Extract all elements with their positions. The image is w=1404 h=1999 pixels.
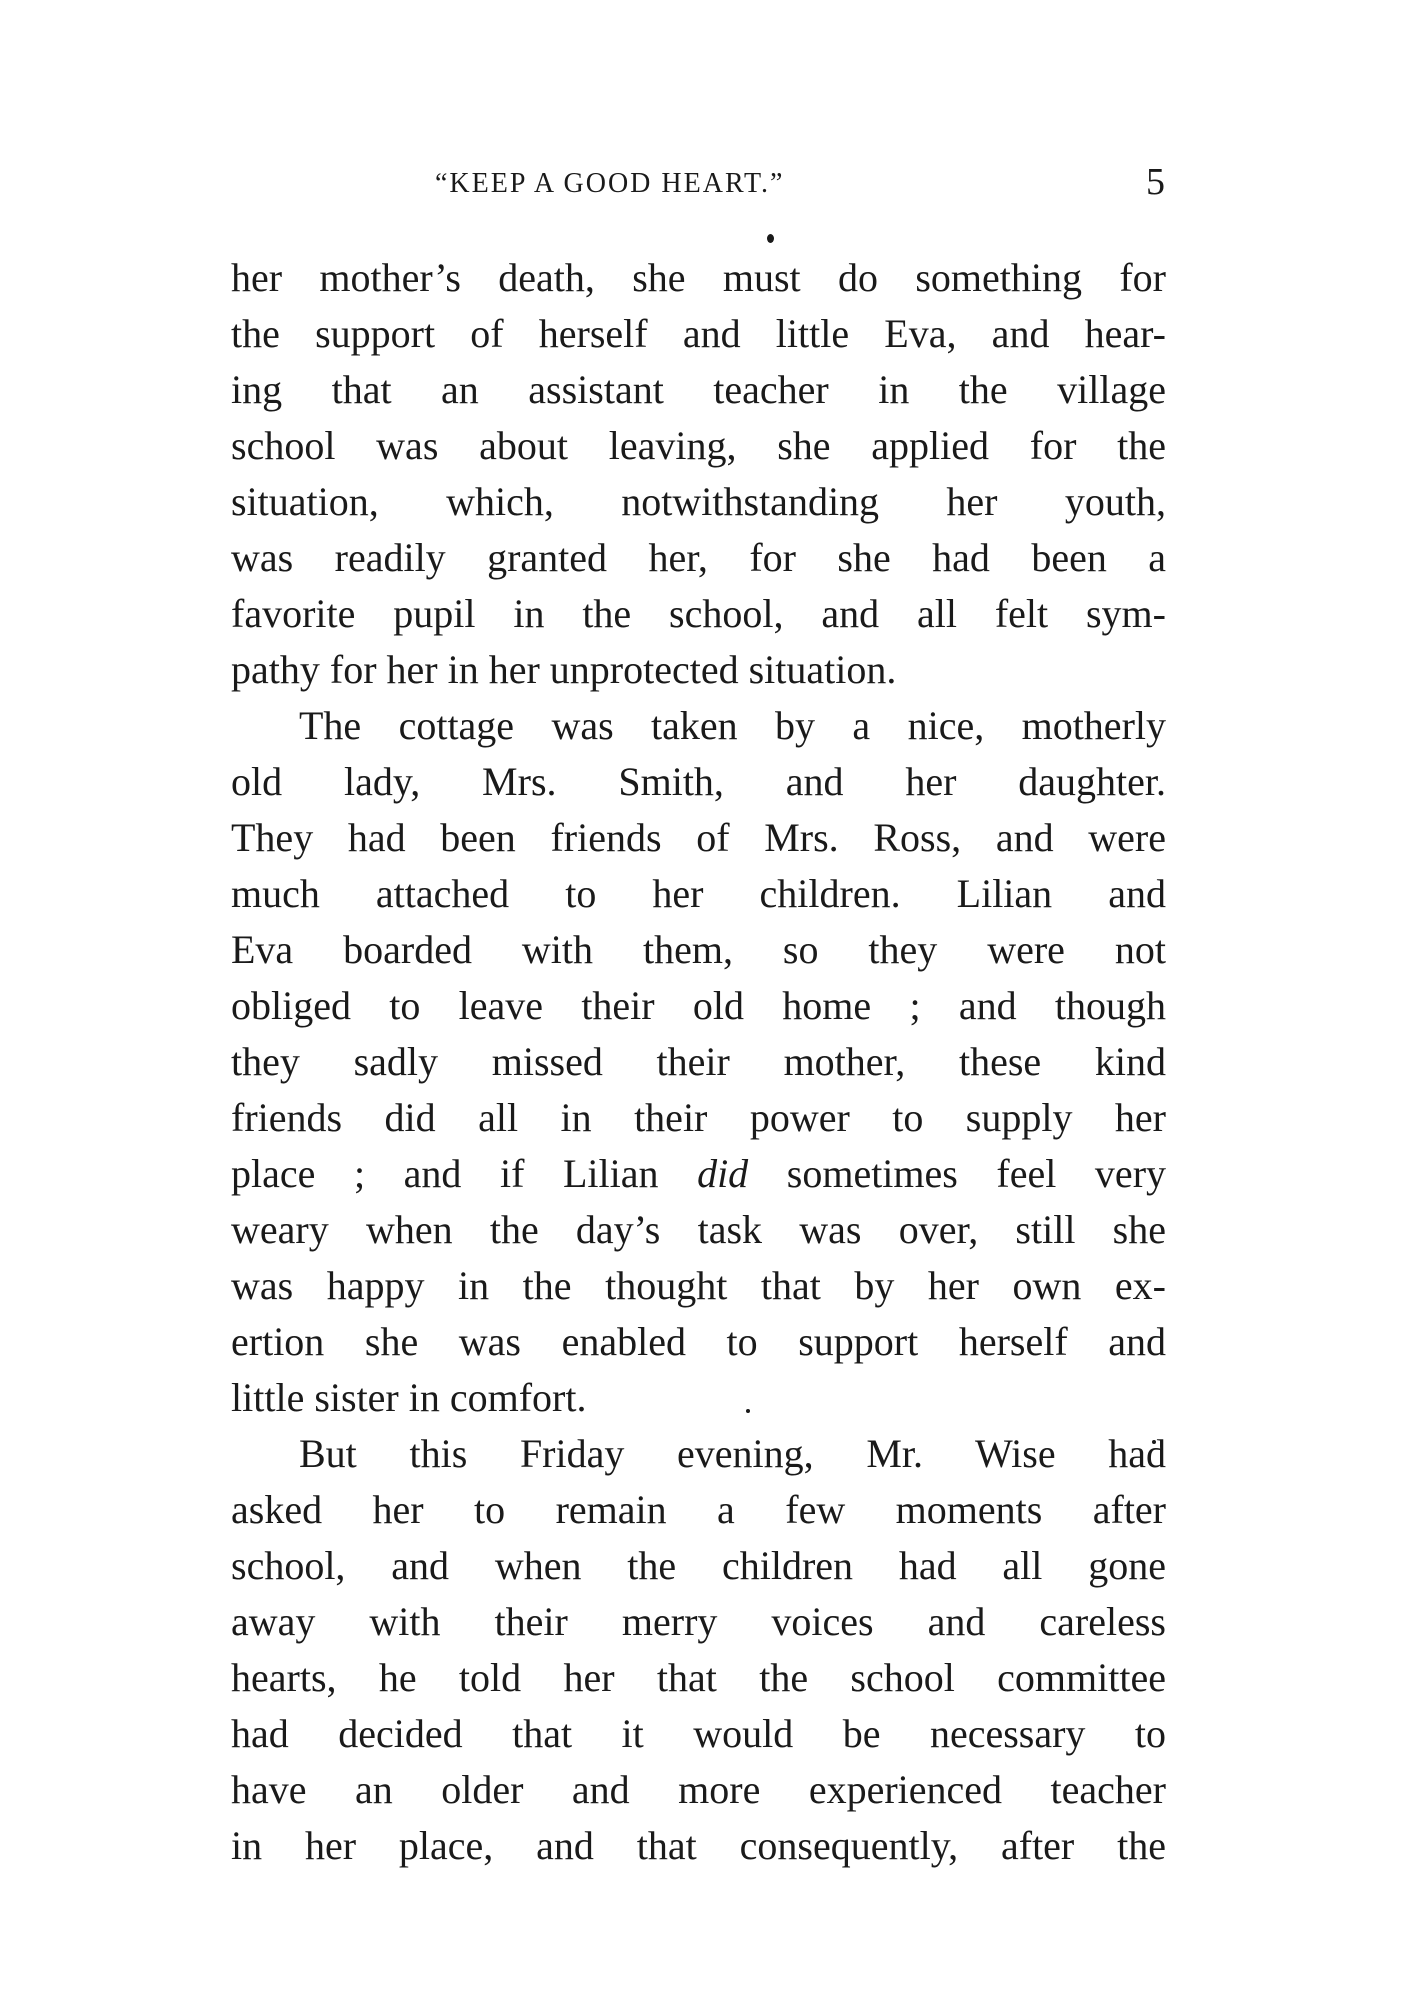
- text-line: ing that an assistant teacher in the village: [231, 367, 1166, 412]
- text-line: Eva boarded with them, so they were not: [231, 927, 1166, 972]
- text-line: much attached to her children. Lilian and: [231, 871, 1166, 916]
- body-text: [231, 250, 1166, 1874]
- text-line: school, and when the children had all gone: [231, 1543, 1166, 1588]
- running-head: [230, 160, 1165, 210]
- text-line: was readily granted her, for she had been a: [231, 535, 1166, 580]
- text-line: in her place, and that consequently, after the: [231, 1823, 1166, 1868]
- text-line: asked her to remain a few moments after: [231, 1487, 1166, 1532]
- text-line: her mother’s death, she must do something for: [231, 255, 1166, 300]
- ink-speck: [767, 234, 774, 243]
- text-line: hearts, he told her that the school committee: [231, 1655, 1166, 1700]
- text-line: away with their merry voices and careless: [231, 1599, 1166, 1644]
- text-line: [231, 1146, 1166, 1202]
- text-line: school was about leaving, she applied for the: [231, 423, 1166, 468]
- text-segment: sometimes feel very: [748, 1151, 1167, 1196]
- text-line: little sister in comfort.: [231, 1375, 587, 1420]
- text-line: obliged to leave their old home ; and though: [231, 983, 1166, 1028]
- text-line: weary when the day’s task was over, still she: [231, 1207, 1166, 1252]
- text-line: the support of herself and little Eva, and hear-: [231, 311, 1166, 356]
- text-line: have an older and more experienced teacher: [231, 1767, 1166, 1812]
- text-line: old lady, Mrs. Smith, and her daughter.: [231, 759, 1166, 804]
- text-line: they sadly missed their mother, these kind: [231, 1039, 1166, 1084]
- text-line: friends did all in their power to supply her: [231, 1095, 1166, 1140]
- text-line: situation, which, notwithstanding her youth,: [231, 479, 1166, 524]
- italic-emphasis: did: [697, 1151, 749, 1196]
- text-line: was happy in the thought that by her own ex-: [231, 1263, 1166, 1308]
- text-line: ertion she was enabled to support herself and: [231, 1319, 1166, 1364]
- text-line: But this Friday evening, Mr. Wise had: [299, 1431, 1166, 1476]
- text-line: The cottage was taken by a nice, motherly: [299, 703, 1166, 748]
- page-number: 5: [1146, 161, 1165, 203]
- text-segment: place ; and if Lilian: [231, 1151, 698, 1196]
- text-line: favorite pupil in the school, and all felt sym-: [231, 591, 1166, 636]
- running-title: “KEEP A GOOD HEART.”: [435, 168, 785, 199]
- text-line: had decided that it would be necessary to: [231, 1711, 1166, 1756]
- text-line: pathy for her in her unprotected situation.: [231, 647, 897, 692]
- text-line: They had been friends of Mrs. Ross, and were: [231, 815, 1166, 860]
